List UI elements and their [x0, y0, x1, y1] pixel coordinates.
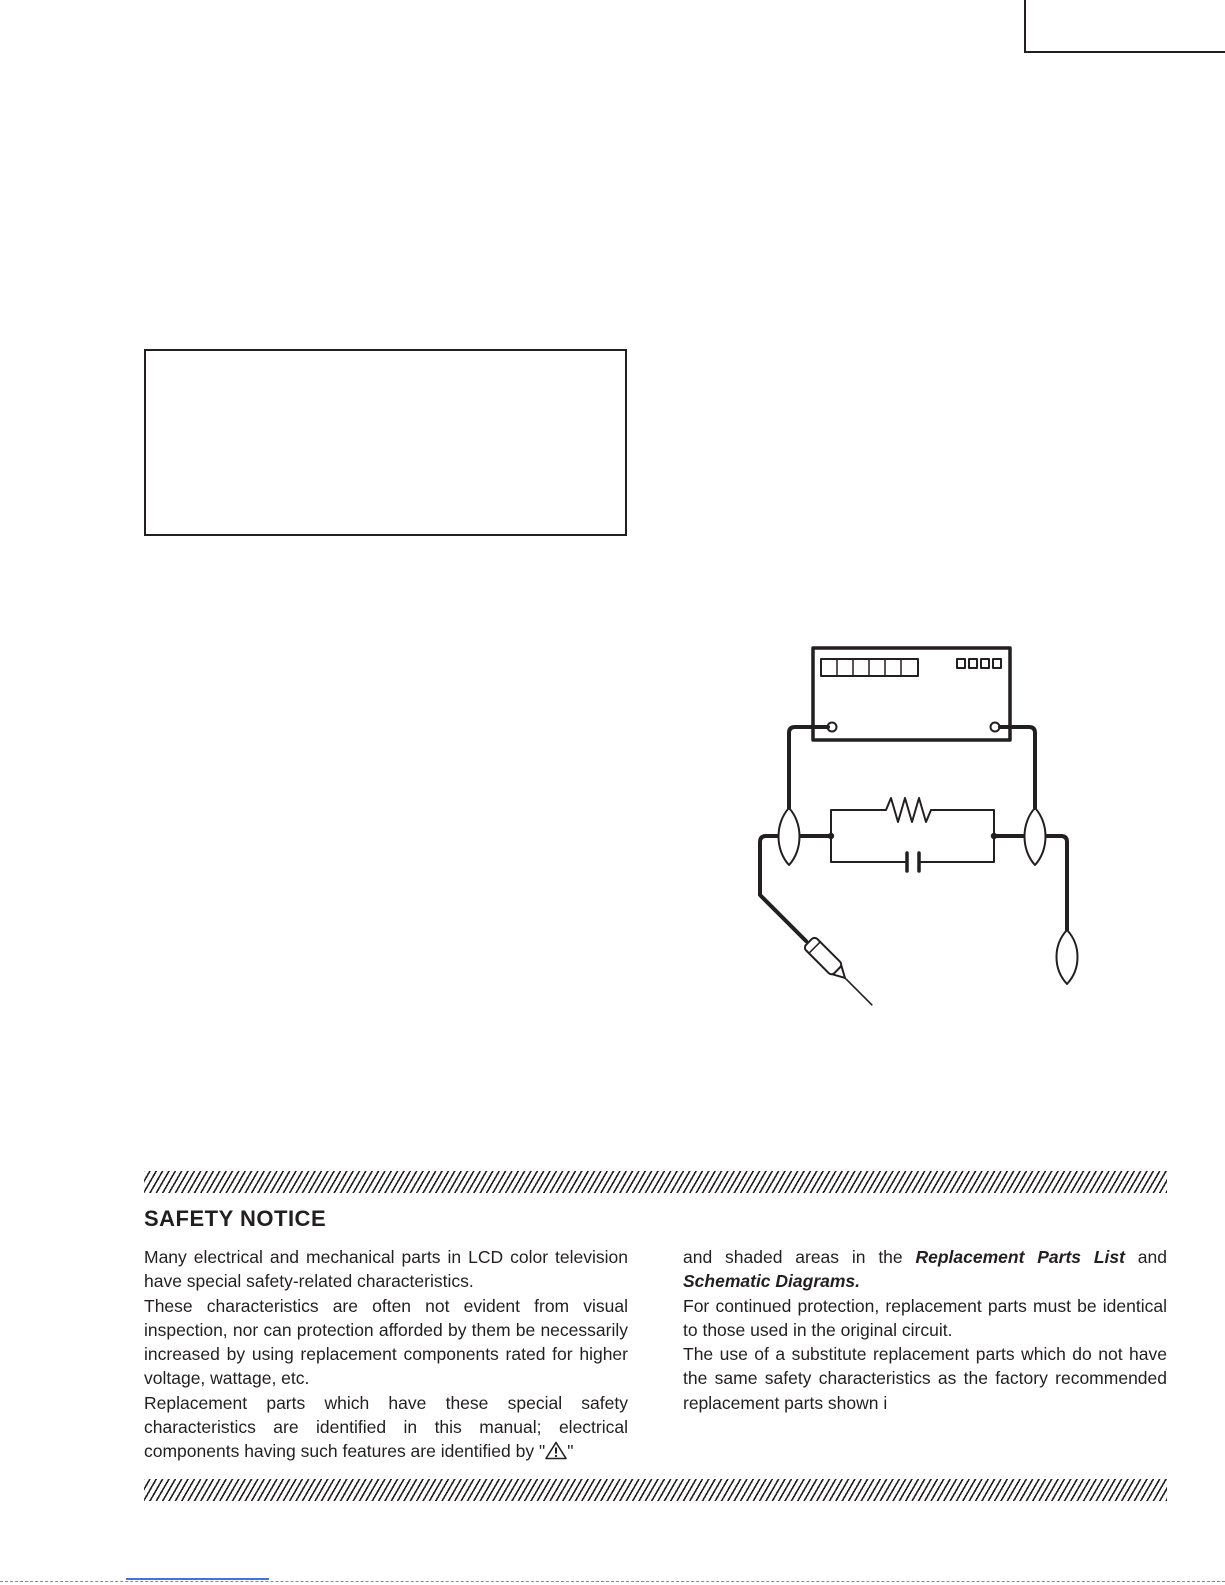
probe-handle	[803, 936, 843, 976]
safety-text: Replacement parts which have these special safety characteristics are identified in this manual; electrical components having such features are identified by "	[144, 1392, 628, 1462]
hatch-divider-top	[144, 1171, 1167, 1193]
meter-button	[993, 659, 1001, 668]
safety-notice-left-column	[144, 1245, 628, 1464]
meter-button	[981, 659, 989, 668]
replacement-parts-list-ref: Replacement Parts List	[915, 1247, 1125, 1267]
safety-paragraph	[683, 1245, 1167, 1294]
safety-text: and	[1124, 1247, 1167, 1267]
clip-right	[1025, 808, 1046, 865]
resistor-branch	[831, 798, 994, 836]
safety-text: and shaded areas in the	[683, 1247, 916, 1267]
capacitor-branch	[831, 836, 994, 862]
probe-tip	[845, 978, 872, 1005]
leakage-test-circuit-diagram	[740, 645, 1100, 1015]
blank-notice-box	[144, 349, 627, 536]
ground-lead	[1047, 836, 1067, 935]
page-corner-box	[1024, 0, 1225, 53]
safety-notice-title: SAFETY NOTICE	[144, 1206, 327, 1231]
footer-link-underline[interactable]	[126, 1578, 269, 1580]
warning-triangle-icon	[545, 1441, 567, 1460]
safety-paragraph: For continued protection, replacement parts must be identical to those used in the original circuit.	[683, 1295, 1167, 1340]
safety-paragraph: These characteristics are often not evident from visual inspection, nor can protection afforded by them be necessarily increased by using replacement components rated for higher voltage, wattage, etc.	[144, 1295, 628, 1389]
safety-paragraph	[144, 1391, 628, 1464]
safety-paragraph: Many electrical and mechanical parts in LCD color television have special safety-related characteristics.	[144, 1247, 628, 1292]
meter-button	[969, 659, 977, 668]
meter-button	[957, 659, 965, 668]
footer-rule	[0, 1581, 1225, 1582]
clip-left	[779, 808, 800, 865]
schematic-diagrams-ref: Schematic Diagrams.	[683, 1271, 861, 1292]
safety-notice-right-column	[683, 1245, 1167, 1415]
hatch-divider-bottom	[144, 1479, 1167, 1501]
safety-paragraph: The use of a substitute replacement parts which do not have the same safety characteristics as the factory recommended replacement parts shown i	[683, 1344, 1167, 1413]
safety-text: "	[567, 1441, 574, 1462]
ground-clip	[1057, 930, 1078, 984]
